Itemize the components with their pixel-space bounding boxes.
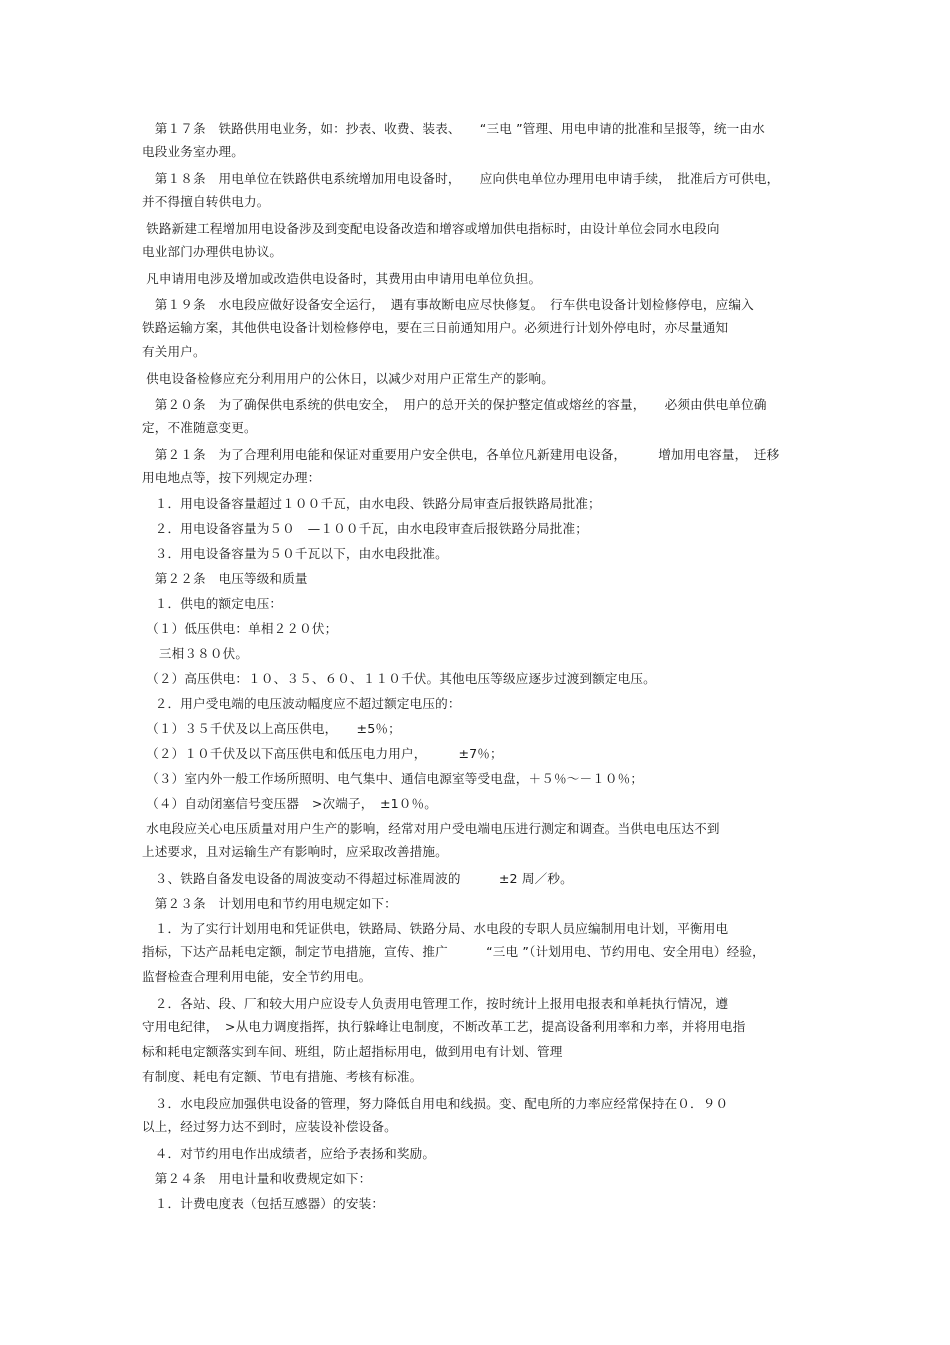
line: 以上，经过努力达不到时，应装设补偿设备。 xyxy=(142,1119,397,1134)
line: ３、铁路自备发电设备的周波变动不得超过标准周波的 ±2 周／秒。 xyxy=(142,871,573,886)
line: 铁路运输方案，其他供电设备计划检修停电，要在三日前通知用户。必须进行计划外停电时，亦尽量通知 xyxy=(142,320,729,335)
line: 凡申请用电涉及增加或改造供电设备时，其费用由申请用电单位负担。 xyxy=(142,271,542,286)
line: 电段业务室办理。 xyxy=(142,144,244,159)
line: １．计费电度表（包括互感器）的安装： xyxy=(142,1196,385,1211)
line: 第２０条 为了确保供电系统的供电安全， 用户的总开关的保护整定值或熔丝的容量， 必须由供电单位确 xyxy=(142,397,767,412)
line: 第２１条 为了合理利用电能和保证对重要用户安全供电，各单位凡新建用电设备， 增加用电容量， 迁移 xyxy=(142,447,780,462)
line: 有制度、耗电有定额、节电有措施、考核有标准。 xyxy=(142,1069,423,1084)
line: 第１９条 水电段应做好设备安全运行， 遇有事故断电应尽快修复。 行车供电设备计划检修停电，应编入 xyxy=(142,297,754,312)
line: 供电设备检修应充分利用用户的公休日，以减少对用户正常生产的影响。 xyxy=(142,371,554,386)
line: （１）低压供电：单相２２０伏； xyxy=(142,621,338,636)
line: 三相３８０伏。 xyxy=(142,646,249,661)
line: ２．用电设备容量为５０ —１００千瓦，由水电段审查后报铁路分局批准； xyxy=(142,521,589,536)
line: 并不得擅自转供电力。 xyxy=(142,194,270,209)
line: 第２４条 用电计量和收费规定如下： xyxy=(142,1171,372,1186)
line: 定，不准随意变更。 xyxy=(142,420,257,435)
line: （２）高压供电：１０、３５、６０、１１０千伏。其他电压等级应逐步过渡到额定电压。 xyxy=(142,671,656,686)
line: ３．用电设备容量为５０千瓦以下，由水电段批准。 xyxy=(142,546,448,561)
line: 指标，下达产品耗电定额，制定节电措施，宣传、推广 “三电 ”（计划用电、节约用电、安全用电）经验， xyxy=(142,944,765,959)
line: １．为了实行计划用电和凭证供电，铁路局、铁路分局、水电段的专职人员应编制用电计划，平衡用电 xyxy=(142,921,729,936)
line: １．供电的额定电压： xyxy=(142,596,283,611)
line: 第２２条 电压等级和质量 xyxy=(142,571,308,586)
line: 监督检查合理利用电能，安全节约用电。 xyxy=(142,969,372,984)
line: 铁路新建工程增加用电设备涉及到变配电设备改造和增容或增加供电指标时，由设计单位会同水电段向 xyxy=(142,221,720,236)
line: （１）３５千伏及以上高压供电， ±5％； xyxy=(142,721,401,736)
line: ４．对节约用电作出成绩者，应给予表扬和奖励。 xyxy=(142,1146,436,1161)
line: （３）室内外一般工作场所照明、电气集中、通信电源室等受电盘，＋５％～－１０％； xyxy=(142,771,644,786)
line: 第２３条 计划用电和节约用电规定如下： xyxy=(142,896,397,911)
line: ３．水电段应加强供电设备的管理，努力降低自用电和线损。变、配电所的力率应经常保持在０．９０ xyxy=(142,1096,729,1111)
line: ２．用户受电端的电压波动幅度应不超过额定电压的： xyxy=(142,696,461,711)
line: 电业部门办理供电协议。 xyxy=(142,244,283,259)
line: 第１７条 铁路供用电业务，如：抄表、收费、装表、 “三电 ”管理、用电申请的批准和呈报等，统一由水 xyxy=(142,121,765,136)
line: （４）自动闭塞信号变压器 >次端子， ±1０％。 xyxy=(142,796,438,811)
line: 有关用户。 xyxy=(142,344,206,359)
line: 用电地点等，按下列规定办理： xyxy=(142,470,321,485)
line: 水电段应关心电压质量对用户生产的影响，经常对用户受电端电压进行测定和调查。当供电电压达不到 xyxy=(142,821,720,836)
line: （２）１０千伏及以下高压供电和低压电力用户， ±7％； xyxy=(142,746,503,761)
line: 第１８条 用电单位在铁路供电系统增加用电设备时， 应向供电单位办理用电申请手续， 批准后方可供电， xyxy=(142,171,780,186)
line: 标和耗电定额落实到车间、班组，防止超指标用电，做到用电有计划、管理 xyxy=(142,1044,563,1059)
line: ２．各站、段、厂和较大用户应设专人负责用电管理工作，按时统计上报用电报表和单耗执行情况，遵 xyxy=(142,996,729,1011)
line: １．用电设备容量超过１００千瓦，由水电段、铁路分局审查后报铁路局批准； xyxy=(142,496,601,511)
line: 守用电纪律， >从电力调度指挥，执行躲峰让电制度，不断改革工艺，提高设备利用率和力率，并将用电指 xyxy=(142,1019,746,1034)
line: 上述要求，且对运输生产有影响时，应采取改善措施。 xyxy=(142,844,448,859)
